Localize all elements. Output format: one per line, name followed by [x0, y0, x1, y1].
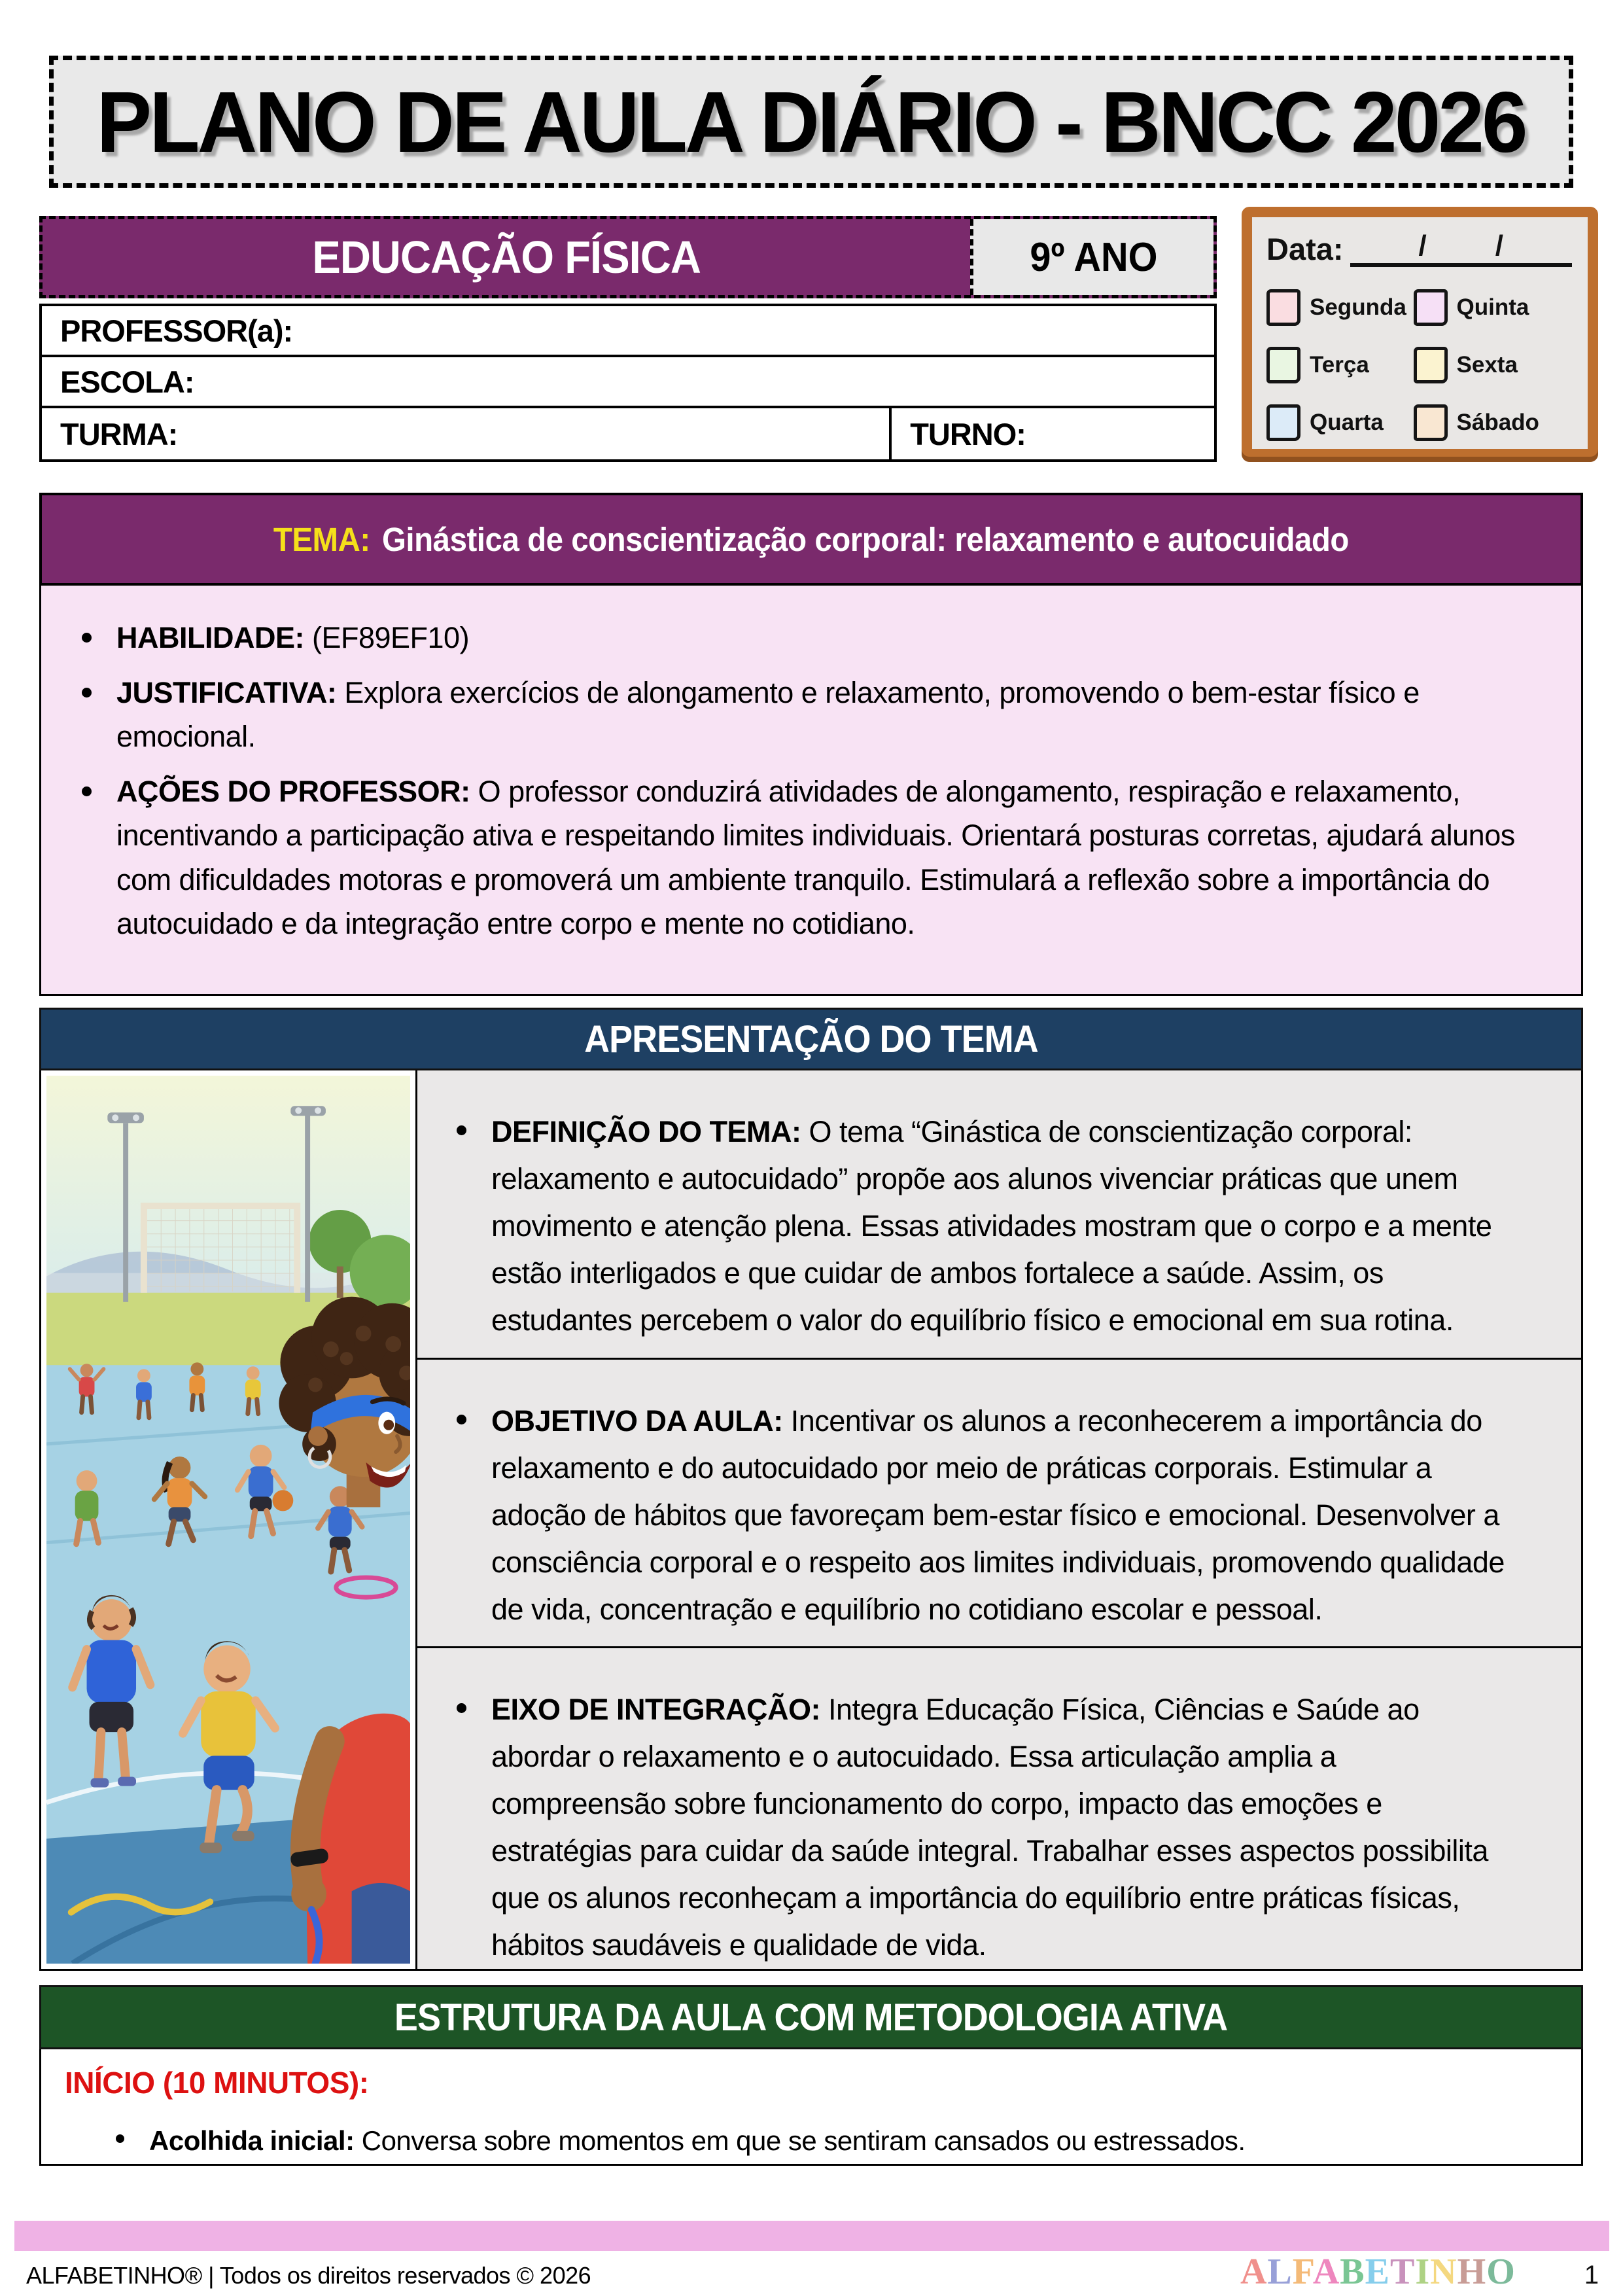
- weekday-quarta: Quarta: [1266, 399, 1414, 446]
- date-label: Data:: [1266, 232, 1344, 267]
- bullet-icon: [457, 1703, 466, 1713]
- professor-row: [42, 306, 1214, 357]
- checkbox-quarta[interactable]: [1266, 404, 1300, 441]
- bullet-icon: [82, 633, 92, 643]
- page-number: 1: [1584, 2261, 1599, 2289]
- escola-row: [42, 357, 1214, 408]
- list-item: Acolhida inicial: Conversa sobre momentos em que se sentiram cansados ou estressados.: [65, 2120, 1555, 2161]
- escola-label: ESCOLA:: [60, 364, 194, 399]
- weekday-terca: Terça: [1266, 342, 1414, 389]
- checkbox-segunda[interactable]: [1266, 289, 1300, 326]
- estrutura-body: [39, 2049, 1583, 2166]
- date-input-line[interactable]: [1350, 230, 1572, 267]
- illustration-cell: [41, 1070, 417, 1969]
- copyright-text: ALFABETINHO® | Todos os direitos reservados © 2026: [26, 2262, 591, 2289]
- subject-bar: [43, 219, 970, 295]
- grade-label: 9º ANO: [1029, 234, 1158, 280]
- subject-label: EDUCAÇÃO FÍSICA: [312, 232, 701, 283]
- alfabetinho-logo: ALFABETINHO: [1240, 2252, 1516, 2292]
- date-box-inner: [1252, 217, 1588, 449]
- turno-cell: [892, 408, 1214, 459]
- checkbox-terca[interactable]: [1266, 347, 1300, 383]
- list-item: HABILIDADE: (EF89EF10): [82, 616, 1542, 660]
- weekday-sexta: Sexta: [1414, 342, 1572, 389]
- grade-box: [970, 219, 1213, 295]
- apresentacao-body: [39, 1070, 1583, 1971]
- turma-field[interactable]: [177, 408, 889, 459]
- document-title: PLANO DE AULA DIÁRIO - BNCC 2026: [96, 73, 1526, 170]
- professor-field[interactable]: [292, 306, 1214, 355]
- bullet-icon: [82, 786, 92, 796]
- escola-field[interactable]: [194, 357, 1215, 406]
- date-slash-1: /: [1418, 230, 1427, 262]
- footer-right: [1240, 2251, 1599, 2293]
- turma-cell: [42, 408, 892, 459]
- date-box: [1242, 207, 1598, 462]
- subject-strip: [39, 216, 1217, 298]
- footer-divider-bar: [14, 2221, 1609, 2251]
- professor-label: PROFESSOR(a):: [60, 313, 293, 348]
- weekday-checkbox-grid: [1266, 284, 1572, 446]
- apresentacao-header: [39, 1008, 1583, 1070]
- bullet-icon: [116, 2134, 124, 2143]
- eixo-block: EIXO DE INTEGRAÇÃO: Integra Educação Física, Ciências e Saúde ao abordar o relaxamento e o autocuidado. Essa articulação amplia a compreensão sobre funcionamento do corpo, impacto das emoções e estratégias para cuidar da saúde integral. Trabalhar esses aspectos possibilita que os alunos reconheçam a importância do equilíbrio entre práticas físicas, hábitos saudáveis e qualidade de vida.: [417, 1648, 1581, 1969]
- tema-details-section: [39, 586, 1583, 996]
- tema-text: Ginástica de conscientização corporal: relaxamento e autocuidado: [382, 520, 1350, 558]
- date-slash-2: /: [1495, 230, 1503, 262]
- tema-label: TEMA:: [273, 520, 370, 558]
- apresentacao-title: APRESENTAÇÃO DO TEMA: [584, 1017, 1038, 1061]
- turno-label: TURNO:: [910, 416, 1026, 451]
- estrutura-title: ESTRUTURA DA AULA COM METODOLOGIA ATIVA: [394, 1996, 1228, 2039]
- inicio-label: INÍCIO (10 MINUTOS):: [65, 2066, 369, 2100]
- checkbox-sabado[interactable]: [1414, 404, 1448, 441]
- turno-field[interactable]: [1026, 408, 1214, 459]
- turma-turno-row: [42, 408, 1214, 459]
- classroom-illustration: [46, 1076, 410, 1964]
- info-table: [39, 304, 1217, 462]
- tema-bar: [39, 493, 1583, 586]
- bullet-icon: [457, 1415, 466, 1424]
- apresentacao-text-column: [417, 1070, 1581, 1969]
- turma-label: TURMA:: [60, 416, 178, 451]
- footer: [26, 2251, 1599, 2293]
- estrutura-header: [39, 1985, 1583, 2049]
- bullet-icon: [82, 688, 92, 698]
- checkbox-sexta[interactable]: [1414, 347, 1448, 383]
- weekday-segunda: Segunda: [1266, 284, 1414, 331]
- list-item: JUSTIFICATIVA: Explora exercícios de alongamento e relaxamento, promovendo o bem-estar físico e emocional.: [82, 671, 1542, 759]
- bullet-icon: [457, 1125, 466, 1135]
- weekday-quinta: Quinta: [1414, 284, 1572, 331]
- document-title-box: [49, 56, 1573, 188]
- definicao-block: DEFINIÇÃO DO TEMA: O tema “Ginástica de conscientização corporal: relaxamento e autocuidado” propõe aos alunos vivenciar práticas que unem movimento e atenção plena. Essas atividades mostram que o corpo e a mente estão interligados e que cuidar de ambos fortalece a saúde. Assim, os estudantes percebem o valor do equilíbrio físico e emocional em sua rotina.: [417, 1070, 1581, 1360]
- checkbox-quinta[interactable]: [1414, 289, 1448, 326]
- objetivo-block: OBJETIVO DA AULA: Incentivar os alunos a reconhecerem a importância do relaxamento e do autocuidado por meio de práticas corporais. Estimular a adoção de hábitos que favoreçam bem-estar físico e emocional. Desenvolver a consciência corporal e o respeito aos limites individuais, promovendo qualidade de vida, concentração e equilíbrio no cotidiano escolar e pessoal.: [417, 1360, 1581, 1649]
- list-item: AÇÕES DO PROFESSOR: O professor conduzirá atividades de alongamento, respiração e relaxamento, incentivando a participação ativa e respeitando limites individuais. Orientará posturas corretas, ajudará alunos com dificuldades motoras e promoverá um ambiente tranquilo. Estimulará a reflexão sobre a importância do autocuidado e da integração entre corpo e mente no cotidiano.: [82, 769, 1542, 946]
- date-line: [1266, 230, 1572, 267]
- weekday-sabado: Sábado: [1414, 399, 1572, 446]
